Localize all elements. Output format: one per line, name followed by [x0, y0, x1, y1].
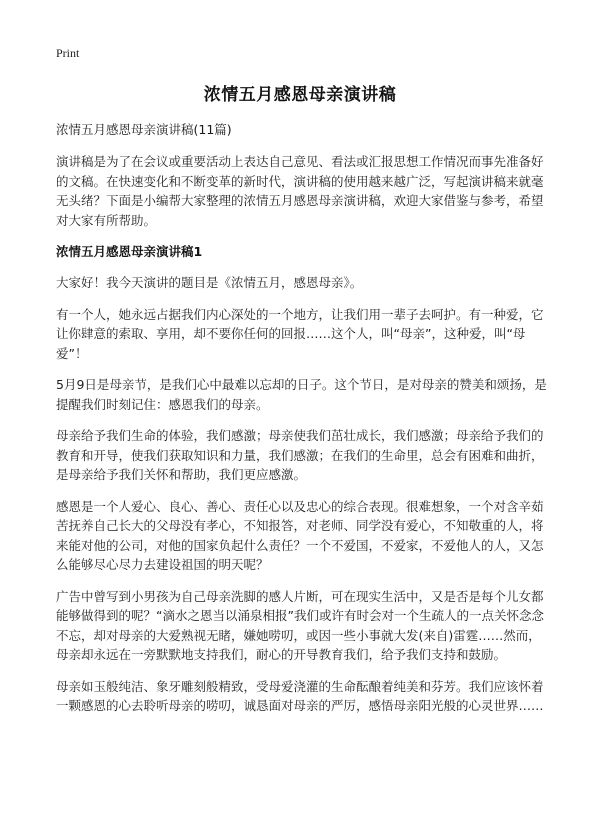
body-paragraph: 有一个人，她永远占据我们内心深处的一个地方，让我们用一辈子去呵护。有一种爱，它让你肆意的索取、享用，却不要你任何的回报……这个人，叫“母亲”，这种爱，叫“母爱”！ — [56, 306, 544, 361]
body-paragraph: 5月9日是母亲节，是我们心中最难以忘却的日子。这个节日，是对母亲的赞美和颂扬，是提醒我们时刻记住：感恩我们的母亲。 — [56, 377, 547, 412]
body-paragraph: 大家好！我今天演讲的题目是《浓情五月，感恩母亲》。 — [56, 275, 363, 290]
page-title: 浓情五月感恩母亲演讲稿 — [203, 85, 397, 105]
body-paragraph: 母亲如玉般纯洁、象牙雕刻般精致，受母爱浇灌的生命酝酿着纯美和芬芳。我们应该怀着一颗感恩的心去聆听母亲的唠叨，诚恳面对母亲的严厉，感悟母亲阳光般的心灵世界…… — [56, 678, 544, 713]
body-paragraph: 感恩是一个人爱心、良心、善心、责任心以及忠心的综合表现。很难想象，一个对含辛茹苦抚养自己长大的父母没有孝心，不知报答，对老师、同学没有爱心，不知敬重的人，将来能对他的公司，对他的国家负起什么责任？一个不爱国，不爱家，不爱他人的人，又怎么能够尽心尽力去建设祖国的明天呢？ — [56, 498, 544, 572]
document-body — [56, 120, 550, 728]
body-paragraph: 广告中曾写到小男孩为自己母亲洗脚的感人片断，可在现实生活中，又是否是每个儿女都能够做得到的呢？“滴水之恩当以涌泉相报”我们或许有时会对一个生疏人的一点关怀念念不忘，却对母亲的大爱熟视无睹，嫌她唠叨，或因一些小事就大发(来自)雷霆……然而，母亲却永远在一旁默默地支持我们，耐心的开导教育我们，给予我们支持和鼓励。 — [56, 588, 544, 662]
document-subtitle: 浓情五月感恩母亲演讲稿(11篇) — [56, 122, 232, 137]
intro-paragraph: 演讲稿是为了在会议或重要活动上表达自己意见、看法或汇报思想工作情况而事先准备好的文稿。在快速变化和不断变革的新时代，演讲稿的使用越来越广泛，写起演讲稿来就毫无头绪？下面是小编帮大家整理的浓情五月感恩母亲演讲稿，欢迎大家借鉴与参考，希望对大家有所帮助。 — [56, 154, 544, 228]
print-label[interactable]: Print — [56, 46, 80, 60]
section-heading: 浓情五月感恩母亲演讲稿1 — [56, 244, 203, 259]
body-paragraph: 母亲给予我们生命的体验，我们感激；母亲使我们茁壮成长，我们感激；母亲给予我们的教育和开导，使我们获取知识和力量，我们感激；在我们的生命里，总会有困难和曲折，是母亲给予我们关怀和帮助，我们更应感激。 — [56, 428, 544, 482]
